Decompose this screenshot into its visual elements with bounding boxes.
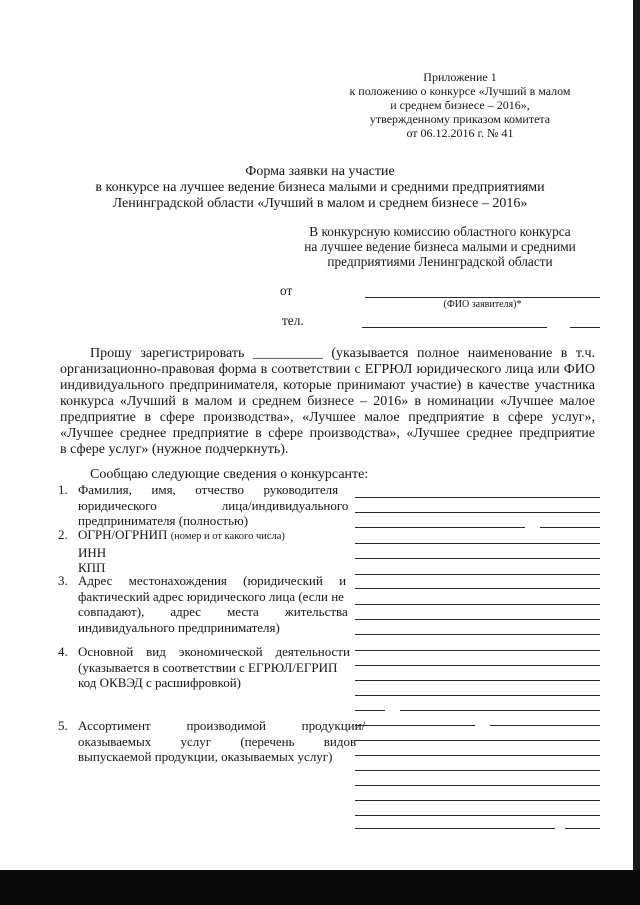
item-5-answer-line[interactable] xyxy=(355,740,600,741)
item-2-answer-line[interactable] xyxy=(355,574,600,575)
request-line-6: «Лучшее среднее предприятие в сфере производства», «Лучшее среднее предприятие xyxy=(60,426,595,441)
appendix-line-5: от 06.12.2016 г. № 41 xyxy=(406,126,514,140)
title-line-2: в конкурсе на лучшее ведение бизнеса малыми и средними предприятиями xyxy=(95,180,545,195)
item-5-answer-line[interactable] xyxy=(355,785,600,786)
appendix-line-1: Приложение 1 xyxy=(423,70,497,84)
item-4-number: 4. xyxy=(58,644,68,659)
item-1-answer-line[interactable] xyxy=(355,527,525,528)
org-name-blank[interactable]: __________ xyxy=(252,346,323,361)
item-4-answer-line[interactable] xyxy=(400,710,600,711)
request-line-2: организационно-правовая форма в соответствии с ЕГРЮЛ юридического лица или ФИО xyxy=(60,362,595,377)
item-4-answer-line[interactable] xyxy=(355,665,600,666)
tel-label: тел. xyxy=(282,313,304,328)
request-line-1: Прошу зарегистрировать __________ (указывается полное наименование в т.ч. xyxy=(90,346,596,361)
request-line-5: предприятие в сфере производства», «Лучшее малое предприятие в сфере услуг», xyxy=(60,410,595,425)
appendix-line-4: утвержденному приказом комитета xyxy=(369,112,551,126)
tel-field-line[interactable] xyxy=(362,327,547,328)
item-3-text: Адрес местонахождения (юридический и фактический адрес юридического лица (если не совпадают), адрес места жительства индивидуального предпринимателя) xyxy=(78,573,348,635)
title-line-1: Форма заявки на участие xyxy=(245,164,395,179)
item-4-answer-line[interactable] xyxy=(355,650,600,651)
tel-field-line-extra[interactable] xyxy=(570,327,600,328)
item-5-text: Ассортимент производимой продукции/ оказываемых услуг (перечень видов выпускаемой продукции, оказываемых услуг) xyxy=(78,718,366,764)
item-5-answer-line[interactable] xyxy=(355,800,600,801)
scan-edge-right xyxy=(633,0,640,870)
from-name-field-line[interactable] xyxy=(365,297,600,298)
request-line-3: индивидуального предпринимателя, которые принимают участие) в качестве участника xyxy=(60,378,595,393)
item-5-answer-line[interactable] xyxy=(355,725,475,726)
item-4-answer-line[interactable] xyxy=(355,710,385,711)
request-line-7: в сфере услуг» (нужное подчеркнуть). xyxy=(60,442,289,457)
item-4-text: Основной вид экономической деятельности (указывается в соответствии с ЕГРЮЛ/ЕГРИП код ОКВЭД с расшифровкой) xyxy=(78,644,350,690)
item-2-text: ОГРН/ОГРНИП (номер и от какого числа) ИНН КПП xyxy=(78,527,285,575)
addressee-line-1: В конкурсную комиссию областного конкурса xyxy=(309,224,571,239)
item-1-answer-line[interactable] xyxy=(355,497,600,498)
item-4-answer-line[interactable] xyxy=(355,695,600,696)
request-paragraph xyxy=(60,346,595,458)
appendix-line-3: и среднем бизнесе – 2016», xyxy=(390,98,530,112)
item-2-answer-line[interactable] xyxy=(355,543,600,544)
item-5-answer-line[interactable] xyxy=(355,828,555,829)
item-3-number: 3. xyxy=(58,573,68,588)
item-1-text: Фамилия, имя, отчество руководителя юридического лица/индивидуального предпринимателя (полностью) xyxy=(78,482,349,528)
info-intro: Сообщаю следующие сведения о конкурсанте: xyxy=(90,467,369,482)
item-2-number: 2. xyxy=(58,527,68,542)
item-5-answer-line[interactable] xyxy=(355,815,600,816)
addressee-line-3: предприятиями Ленинградской области xyxy=(327,254,553,269)
appendix-block xyxy=(330,70,590,140)
appendix-line-2: к положению о конкурсе «Лучший в малом xyxy=(349,84,571,98)
from-label: от xyxy=(280,283,293,298)
item-2-answer-line[interactable] xyxy=(355,558,600,559)
scan-edge-bottom xyxy=(0,870,640,905)
item-5-answer-line[interactable] xyxy=(565,828,600,829)
item-3-answer-line[interactable] xyxy=(355,604,600,605)
applicant-name-caption: (ФИО заявителя)* xyxy=(443,299,522,310)
item-5-answer-line[interactable] xyxy=(355,770,600,771)
addressee-line-2: на лучшее ведение бизнеса малыми и средними xyxy=(304,239,576,254)
item-5-answer-line[interactable] xyxy=(355,755,600,756)
item-1-answer-line[interactable] xyxy=(355,512,600,513)
item-5-number: 5. xyxy=(58,718,68,733)
item-1-answer-line[interactable] xyxy=(540,527,600,528)
request-line-4: конкурса «Лучший в малом и среднем бизнесе – 2016» в номинации «Лучшее малое xyxy=(60,394,595,409)
addressee-block xyxy=(290,224,590,269)
title-line-3: Ленинградской области «Лучший в малом и среднем бизнесе – 2016» xyxy=(112,196,528,211)
item-3-answer-line[interactable] xyxy=(355,634,600,635)
item-4-answer-line[interactable] xyxy=(355,680,600,681)
form-title xyxy=(60,164,580,212)
item-3-answer-line[interactable] xyxy=(355,588,600,589)
item-5-answer-line[interactable] xyxy=(490,725,600,726)
item-3-answer-line[interactable] xyxy=(355,619,600,620)
item-1-number: 1. xyxy=(58,482,68,497)
